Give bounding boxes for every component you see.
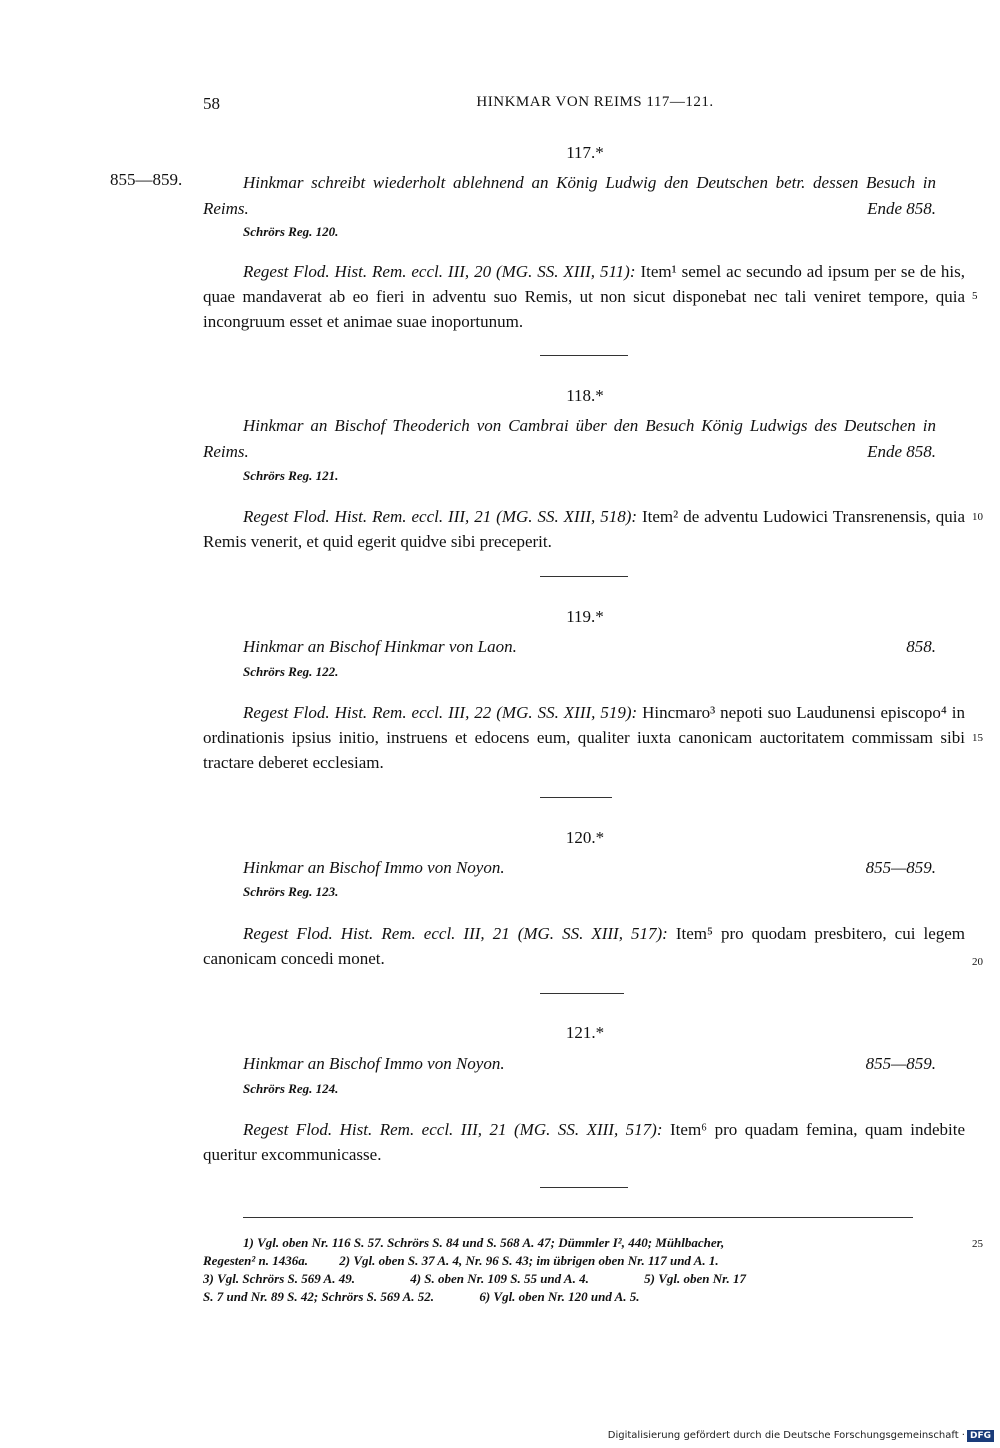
entry-date-120: 855—859. <box>865 858 936 877</box>
schroers-reference-121: Schrörs Reg. 124. <box>243 1081 339 1096</box>
footnote-line-4 <box>203 1288 965 1306</box>
dfg-notice-text: Digitalisierung gefördert durch die Deutsche Forschungsgemeinschaft · <box>607 1430 965 1441</box>
schroers-reference-119: Schrörs Reg. 122. <box>243 664 339 679</box>
running-title <box>0 94 1000 111</box>
entry-summary-120 <box>203 855 936 881</box>
entry-summary-121 <box>203 1051 936 1077</box>
footnote-3: 3) Vgl. Schrörs S. 569 A. 49. <box>203 1271 355 1286</box>
regest-120 <box>203 921 965 971</box>
entry-number-117: 117.* <box>566 143 604 162</box>
entry-date-118: Ende 858. <box>867 442 936 461</box>
separator-rule <box>540 1187 628 1188</box>
schroers-reference-117: Schrörs Reg. 120. <box>243 224 339 239</box>
footnote-1: 1) Vgl. oben Nr. 116 S. 57. Schrörs S. 84 und S. 568 A. 47; Dümmler I², 440; Mühlbacher, <box>243 1235 725 1250</box>
entry-number-118: 118.* <box>566 386 604 405</box>
footnote-line-2 <box>203 1252 965 1270</box>
regest-source-118: Regest Flod. Hist. Rem. eccl. III, 21 (MG. SS. XIII, 518): <box>243 507 638 526</box>
line-number-10: 10 <box>972 511 983 523</box>
regest-119 <box>203 700 965 775</box>
regest-118 <box>203 504 965 554</box>
line-number-25: 25 <box>972 1238 983 1250</box>
regest-source-119: Regest Flod. Hist. Rem. eccl. III, 22 (MG. SS. XIII, 519): <box>243 703 638 722</box>
dfg-notice <box>608 1430 994 1442</box>
dfg-logo: DFG <box>967 1430 994 1442</box>
entry-summary-119 <box>203 634 936 660</box>
separator-rule <box>540 993 624 994</box>
entry-date-117: Ende 858. <box>867 199 936 218</box>
footnote-6: 6) Vgl. oben Nr. 120 und A. 5. <box>479 1289 640 1304</box>
footnote-2: 2) Vgl. oben S. 37 A. 4, Nr. 96 S. 43; im übrigen oben Nr. 117 und A. 1. <box>339 1253 719 1268</box>
regest-source-120: Regest Flod. Hist. Rem. eccl. III, 21 (MG. SS. XIII, 517): <box>243 924 668 943</box>
regest-text-119: Hincmaro³ nepoti suo Laudunensi episcopo⁴ in ordinationis ipsius initio, instruens et edocens eum, qualiter iuxta canonicam auctoritatem commissam sibi tractare deberet ecclesiam. <box>203 703 965 772</box>
regest-text-117: Item¹ semel ac secundo ad ipsum per se de his, quae mandaverat ab eo fieri in adventu suo Remis, ut non sicut disponebat nec tali veniret tempore, quia incongruum esset et animae suae inoportunum. <box>203 262 966 331</box>
entry-summary-118 <box>203 413 936 465</box>
entry-date-121: 855—859. <box>865 1054 936 1073</box>
entry-summary-117 <box>203 170 936 222</box>
page-number: 58 <box>203 94 220 113</box>
entry-number-121: 121.* <box>565 1023 605 1042</box>
margin-date-117: 855—859. <box>110 170 183 189</box>
regest-text-121: Item⁶ pro quadam femina, quam indebite queritur excommunicasse. <box>203 1120 965 1164</box>
summary-text-119: Hinkmar an Bischof Hinkmar von Laon. <box>243 637 517 656</box>
footnote-line-1 <box>203 1234 965 1252</box>
separator-rule <box>540 797 612 798</box>
line-number-20: 20 <box>972 956 983 968</box>
summary-text-120: Hinkmar an Bischof Immo von Noyon. <box>243 858 505 877</box>
footnotes <box>203 1234 965 1306</box>
footnote-5-cont: S. 7 und Nr. 89 S. 42; Schrörs S. 569 A. 52. <box>203 1289 435 1304</box>
regest-source-117: Regest Flod. Hist. Rem. eccl. III, 20 (MG. SS. XIII, 511): <box>243 262 636 281</box>
summary-text-117: Hinkmar schreibt wiederholt ablehnend an König Ludwig den Deutschen betr. dessen Besuch in Reims. <box>203 173 936 218</box>
line-number-5: 5 <box>972 290 978 302</box>
line-number-15: 15 <box>972 732 983 744</box>
entry-date-119: 858. <box>906 637 936 656</box>
entry-number-120: 120.* <box>565 828 605 847</box>
summary-text-121: Hinkmar an Bischof Immo von Noyon. <box>243 1054 505 1073</box>
footnote-5: 5) Vgl. oben Nr. 17 <box>644 1271 746 1286</box>
footnote-rule <box>243 1217 913 1218</box>
footnote-line-3 <box>203 1270 965 1288</box>
schroers-reference-120: Schrörs Reg. 123. <box>243 884 339 899</box>
footnote-1-cont: Regesten² n. 1436a. <box>203 1253 309 1268</box>
regest-source-121: Regest Flod. Hist. Rem. eccl. III, 21 (MG. SS. XIII, 517): <box>243 1120 663 1139</box>
footnote-4: 4) S. oben Nr. 109 S. 55 und A. 4. <box>410 1271 589 1286</box>
regest-117 <box>203 259 965 334</box>
regest-121 <box>203 1117 965 1167</box>
schroers-reference-118: Schrörs Reg. 121. <box>243 468 339 483</box>
separator-rule <box>540 576 628 577</box>
summary-text-118: Hinkmar an Bischof Theoderich von Cambrai über den Besuch König Ludwigs des Deutschen in Reims. <box>203 416 936 461</box>
separator-rule <box>540 355 628 356</box>
regest-text-118: Item² de adventu Ludowici Transrenensis, quia Remis venerit, et quid egerit quidve sibi preceperit. <box>203 507 966 551</box>
running-title-text: HINKMAR VON REIMS 117—121. <box>476 94 714 110</box>
entry-number-119: 119.* <box>566 607 604 626</box>
regest-text-120: Item⁵ pro quodam presbitero, cui legem canonicam concedi monet. <box>203 924 966 968</box>
